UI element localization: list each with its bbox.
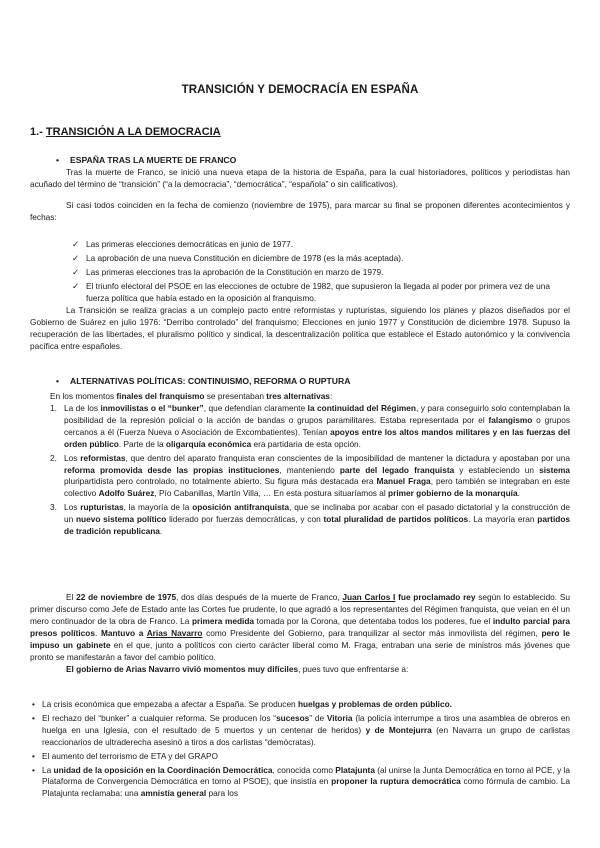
text-run: como fórmula de cambio. La Platajunta reclamaba: una xyxy=(42,776,570,799)
list-item xyxy=(30,713,570,749)
subheading-2 xyxy=(56,376,350,386)
text-run: El rechazo del “bunker” a cualquier reforma. Se producen los “ xyxy=(42,712,277,723)
sub1-paragraphs xyxy=(30,167,570,224)
text-run: , que defendían claramente xyxy=(203,403,308,413)
text-run-bold: fue proclamado rey xyxy=(395,592,476,602)
text-run: La de los xyxy=(64,403,101,413)
bullet-icon: • xyxy=(56,376,60,386)
text-run: y estableciendo un xyxy=(454,464,540,475)
list-item xyxy=(30,765,570,801)
text-run: en el que, junto a políticos con cierto carácter liberal como M. Fraga, entraban una serie de ministros más jóvenes que pronto se manifestarán a favor del cambio político. xyxy=(30,639,570,662)
text-run: pluripartidista pero controlado, no totalmente abierto. Su figura más destacada era xyxy=(64,476,377,487)
bullet-icon: • xyxy=(32,764,35,775)
text-run: según lo establecido. Su primer discurso como Jefe de Estado ante las Cortes fue prudente, lo que agradó a los representantes del Régimen franquista, que veían en él un mero continuador de la obra de Franco. La xyxy=(30,592,570,626)
text-run-bold-underline: Arias Navarro xyxy=(146,627,203,638)
text-run: , pues tuvo que enfrentarse a: xyxy=(298,664,409,675)
text-run-bold: 22 de noviembre de 1975 xyxy=(76,592,177,602)
text-run: . xyxy=(159,526,163,537)
text-run: , que dentro del aparato franquista eran conscientes de la imposibilidad de mantener la dictadura y apostaban por una xyxy=(125,452,570,463)
list-number: 1. xyxy=(50,403,57,413)
text-run-bold: partidos de tradición republicana xyxy=(64,514,570,537)
numbered-list xyxy=(50,403,570,538)
text-run: . La mayoría eran xyxy=(468,514,538,525)
text-run: tomada por la Corona, que detentaba todos los poderes, fue el xyxy=(254,615,493,626)
text-run: , manteniendo xyxy=(279,464,340,475)
text-run-bold: tres alternativas xyxy=(266,391,330,401)
paragraph-22-nov xyxy=(30,592,570,676)
list-item xyxy=(72,281,570,305)
check-icon: ✓ xyxy=(72,280,79,291)
text-run: El aumento del terrorismo de ETA y del GRAPO xyxy=(42,750,218,761)
list-item xyxy=(50,403,570,451)
text-run-bold: apoyos entre los altos mandos militares y en las fuerzas del orden público xyxy=(64,426,570,449)
checklist xyxy=(72,239,570,305)
section-number: 1.- xyxy=(30,126,46,138)
text-run: o grupos cercanos a él (Fuerza Nueva o Asociación de Excombatientes). Tenían xyxy=(64,414,570,437)
text-run-bold: finales del franquismo xyxy=(116,391,205,401)
subheading-2-text: ALTERNATIVAS POLÍTICAS: CONTINUISMO, REFORMA O RUPTURA xyxy=(70,376,351,386)
text-run-bold: proponer la ruptura democrática xyxy=(331,776,461,787)
text-run: , y para conseguirlo solo contemplaban la posibilidad de la represión policial o la acción de bandas o grupos paramilitares. Estaba representada por el xyxy=(64,403,571,425)
list-item-text: El triunfo electoral del PSOE en las elecciones de octubre de 1982, que supusieron la llegada al poder por primera vez de una fuerza política que había estado en la oposición al franquismo. xyxy=(86,280,550,303)
text-run: , pero también se integraban en este colectivo xyxy=(64,476,570,499)
bullet-icon: • xyxy=(56,155,60,165)
text-run: . xyxy=(94,627,101,638)
text-run: para los xyxy=(206,788,239,799)
text-run-bold: Mantuvo a xyxy=(100,627,147,638)
paragraph: Tras la muerte de Franco, se inició una nueva etapa de la historia de España, para la cual historiadores, políticos y periodistas han acuñado del término de “transición” (“a la democracia”, “democrática”, “española” o sin calificativos). xyxy=(30,167,570,189)
list-item xyxy=(72,239,570,251)
text-run: Los xyxy=(64,452,81,463)
text-run-bold: unidad de la oposición en la Coordinación Democrática xyxy=(53,764,273,775)
bullet-icon: • xyxy=(32,750,35,761)
sub1-closing-paragraph xyxy=(30,305,570,353)
text-run: (al unirse la Junta Democrática en torno al PCE, y la Plataforma de Convergencia Democrática en torno al PSOE), que insistía en xyxy=(42,764,571,787)
sub2-intro xyxy=(30,391,570,403)
text-run: , Pío Cabanillas, Martín Villa, … En esta postura situaríamos al xyxy=(154,488,389,499)
section-title: TRANSICIÓN A LA DEMOCRACIA xyxy=(45,126,221,138)
text-run: , que se inclinaba por acabar con el pasado dictatorial y la construcción de un xyxy=(64,502,570,525)
text-run: (en Navarra un grupo de carlistas reaccionarios de ultraderecha asesinó a tiros a dos carlistas “demócratas). xyxy=(42,724,570,747)
check-icon: ✓ xyxy=(72,239,79,249)
text-run-bold: sistema xyxy=(539,464,571,475)
bullet-icon: • xyxy=(32,712,35,723)
bullet-icon: • xyxy=(32,699,35,709)
list-item-text: Las primeras elecciones tras la aprobación de la Constitución en marzo de 1979. xyxy=(86,266,384,277)
list-item-text: Las primeras elecciones democráticas en junio de 1977. xyxy=(86,239,294,249)
text-run-bold: huelgas y problemas de orden público. xyxy=(297,699,452,709)
text-run: era partidaria de esta opción. xyxy=(251,438,361,449)
text-run: La crisis económica que empezaba a afectar a España. Se producen xyxy=(42,699,298,709)
text-run-bold: falangismo xyxy=(488,414,533,425)
check-icon: ✓ xyxy=(72,266,79,277)
paragraph xyxy=(30,664,570,676)
subheading-1-text: ESPAÑA TRAS LA MUERTE DE FRANCO xyxy=(70,155,237,165)
text-run-bold: y de Montejurra xyxy=(365,724,432,735)
paragraph xyxy=(30,391,570,403)
text-run: La xyxy=(42,764,54,775)
text-run: El xyxy=(66,592,77,602)
text-run-bold: indulto parcial para presos políticos xyxy=(30,615,570,638)
text-run-bold: parte del legado franquista xyxy=(339,464,455,475)
bullet-list xyxy=(30,699,570,800)
text-run: , la mayoría de la xyxy=(123,502,193,513)
text-run-bold: pero le impuso un gabinete xyxy=(30,627,570,650)
text-run: ” de xyxy=(309,712,327,723)
paragraph xyxy=(30,592,570,663)
text-run-bold: oposición antifranquista xyxy=(192,502,290,513)
text-run-bold: amnistía general xyxy=(140,788,207,799)
text-run-bold: Platajunta xyxy=(335,764,375,775)
text-run-bold: primera medida xyxy=(191,615,255,626)
text-run-bold: total pluralidad de partidos políticos xyxy=(323,514,469,525)
text-run-bold: El gobierno de Arias Navarro vivió momentos muy difíciles xyxy=(66,664,299,675)
list-item xyxy=(50,453,570,501)
text-run-bold: la continuidad del Régimen xyxy=(307,403,416,413)
text-run: como Presidente del Gobierno, para tranquilizar al sector más inmovilista del régimen, xyxy=(202,627,542,638)
text-run-bold: reforma promovida desde las propias instituciones xyxy=(64,464,280,475)
text-run-bold: rupturistas xyxy=(80,502,124,513)
text-run-bold-underline: Juan Carlos I xyxy=(342,592,396,602)
list-item xyxy=(50,502,570,538)
subheading-1 xyxy=(56,155,236,165)
text-run: , conocida como xyxy=(272,764,336,775)
paragraph: Si casi todos coinciden en la fecha de comienzo (noviembre de 1975), para marcar su final se proponen diferentes acontecimientos y fechas: xyxy=(30,199,570,222)
text-run: (la policía interrumpe a tiros una asamblea de obreros en huelga en una Iglesia, con el resultado de 5 muertos y un centenar de heridos) xyxy=(42,712,570,735)
text-run-bold: Manuel Fraga xyxy=(376,476,431,487)
text-run-bold: inmovilistas o el “bunker” xyxy=(100,403,204,413)
list-item xyxy=(30,699,570,711)
text-run-bold: primer gobierno de la monarquía xyxy=(388,488,518,499)
list-number: 2. xyxy=(50,452,57,463)
text-run: se presentaban xyxy=(204,391,267,401)
list-item xyxy=(30,751,570,763)
text-run-bold: reformistas xyxy=(80,452,126,463)
text-run: Los xyxy=(64,502,81,513)
list-item-text: La aprobación de una nueva Constitución en diciembre de 1978 (es la más aceptada). xyxy=(86,252,404,263)
text-run-bold: sucesos xyxy=(276,712,310,723)
text-run: En los momentos xyxy=(50,391,117,401)
paragraph: La Transición se realiza gracias a un complejo pacto entre reformistas y rupturistas, siguiendo los planes y plazos diseñados por el Gobierno de Suárez en julio 1976: “Derribo controlado” del franquismo; Elecciones en junio 1977 y Constitución de diciembre 1978. Supuso la recuperación de las libertades, el pluralismo político y sindical, la descentralización política que establece el Estado autonómico y la convivencia pacífica entre españoles. xyxy=(30,305,570,351)
text-run-bold: nuevo sistema político xyxy=(75,514,167,525)
text-run-bold: Adolfo Suárez xyxy=(98,488,155,499)
list-item xyxy=(72,267,570,279)
text-run: : xyxy=(329,391,333,401)
check-icon: ✓ xyxy=(72,252,79,263)
text-run: . Parte de la xyxy=(118,438,166,449)
text-run: , dos días después de la muerte de Franco, xyxy=(176,592,343,602)
list-item xyxy=(72,253,570,265)
list-number: 3. xyxy=(50,502,57,513)
text-run-bold: oligarquía económica xyxy=(165,438,252,449)
text-run: . xyxy=(517,488,520,499)
document-title: TRANSICIÓN Y DEMOCRACÍA EN ESPAÑA xyxy=(181,84,419,96)
section-heading xyxy=(30,126,221,138)
text-run: liderado por fuerzas democráticas, y con xyxy=(166,514,324,525)
text-run-bold: Vitoria xyxy=(326,712,353,723)
